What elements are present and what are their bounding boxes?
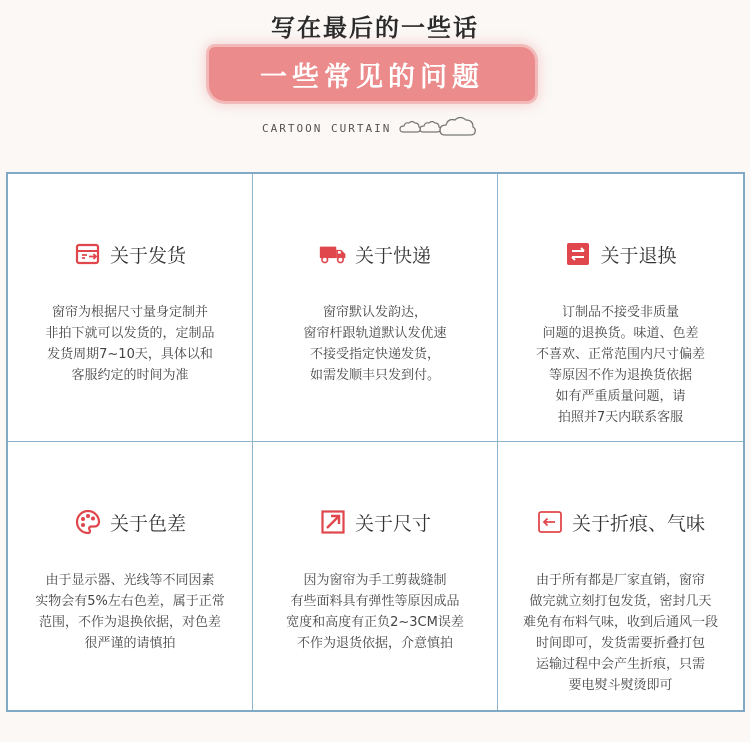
card-line: 范围，不作为退换依据，对色差	[38, 615, 221, 630]
card-header	[8, 508, 252, 536]
card-line: 等原因不作为退换货依据	[548, 368, 692, 383]
card-body	[271, 302, 479, 386]
card-line: 做完就立刻打包发货，密封几天	[529, 594, 712, 609]
card-title: 关于发货	[109, 244, 186, 267]
faq-card-courier	[253, 174, 498, 442]
faq-grid	[6, 172, 745, 712]
card-line: 不接受指定快递发货，	[309, 347, 440, 362]
resize-arrow-icon	[319, 508, 347, 536]
faq-card-creases	[498, 442, 743, 710]
brand-text: CARTOON CURTAIN	[262, 121, 392, 135]
card-line: 要电熨斗熨烫即可	[568, 678, 673, 693]
palette-icon	[74, 508, 102, 536]
card-line: 如需发顺丰只发到付。	[309, 368, 440, 383]
return-arrow-icon	[536, 508, 564, 536]
exchange-icon	[564, 240, 592, 268]
card-line: 窗帘默认发韵达，	[322, 305, 427, 320]
faq-card-color	[8, 442, 253, 710]
card-line: 很严谨的请慎拍	[84, 636, 176, 651]
clouds-icon	[399, 114, 479, 142]
card-line: 实物会有5%左右色差，属于正常	[35, 594, 225, 609]
card-line: 窗帘杆跟轨道默认发优速	[303, 326, 447, 341]
card-line: 窗帘为根据尺寸量身定制并	[51, 305, 208, 320]
card-title: 关于色差	[109, 512, 186, 535]
card-line: 不作为退货依据，介意慎拍	[296, 636, 453, 651]
shipping-box-icon	[74, 240, 102, 268]
card-line: 非拍下就可以发货的，定制品	[45, 326, 215, 341]
card-line: 如有严重质量问题，请	[555, 389, 686, 404]
banner-title: 一些常见的问题	[260, 61, 484, 93]
faq-card-returns	[498, 174, 743, 442]
faq-card-size	[253, 442, 498, 710]
card-header	[253, 508, 497, 536]
card-line: 有些面料具有弹性等原因成品	[290, 594, 460, 609]
card-line: 问题的退换货。味道、色差	[542, 326, 699, 341]
card-body	[516, 570, 725, 696]
card-line: 难免有布料气味，收到后通风一段	[522, 615, 718, 630]
card-line: 由于所有都是厂家直销，窗帘	[535, 573, 705, 588]
brand-line	[262, 113, 479, 143]
card-title: 关于折痕、气味	[571, 512, 705, 535]
card-title: 关于退换	[600, 244, 677, 267]
card-title: 关于快递	[354, 244, 431, 267]
card-line: 时间即可，发货需要折叠打包	[535, 636, 705, 651]
card-line: 运输过程中会产生折痕，只需	[535, 657, 705, 672]
page-header	[0, 0, 750, 165]
card-body	[271, 570, 479, 654]
card-line: 不喜欢、正常范围内尺寸偏差	[535, 347, 705, 362]
delivery-truck-icon	[319, 240, 347, 268]
card-line: 客服约定的时间为准	[71, 368, 189, 383]
faq-card-shipping	[8, 174, 253, 442]
page-title: 写在最后的一些话	[271, 14, 479, 42]
card-body	[26, 302, 234, 386]
card-line: 由于显示器、光线等不同因素	[45, 573, 215, 588]
card-header	[498, 240, 743, 268]
card-header	[253, 240, 497, 268]
card-line: 订制品不接受非质量	[561, 305, 679, 320]
faq-banner	[209, 47, 535, 101]
card-body	[26, 570, 234, 654]
card-line: 拍照并7天内联系客服	[557, 410, 684, 425]
card-line: 发货周期7~10天，具体以和	[47, 347, 213, 362]
card-header	[498, 508, 743, 536]
card-line: 宽度和高度有正负2~3CM误差	[286, 615, 464, 630]
card-header	[8, 240, 252, 268]
bottom-strip	[0, 714, 750, 742]
card-title: 关于尺寸	[354, 512, 431, 535]
card-body	[516, 302, 725, 428]
card-line: 因为窗帘为手工剪裁缝制	[303, 573, 447, 588]
